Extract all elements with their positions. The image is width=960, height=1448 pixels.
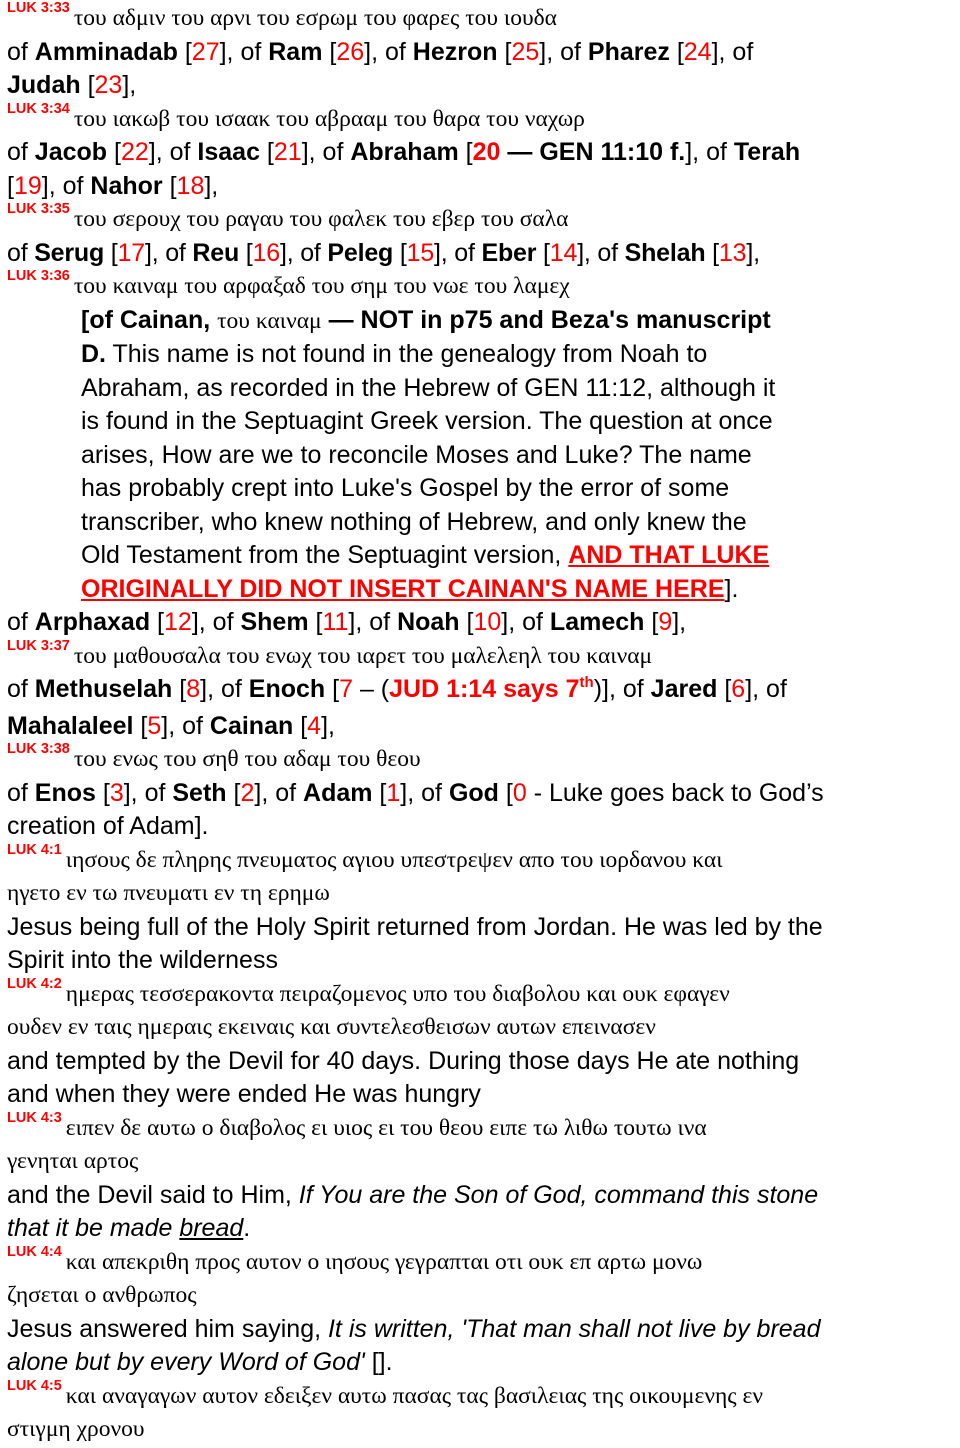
text-run: [ (308, 608, 323, 636)
text-run: [ (107, 138, 121, 166)
text-run: [ (162, 171, 177, 200)
text-run: 5 (147, 711, 162, 740)
text-run: ], of (148, 138, 198, 166)
text-run: [ (172, 675, 187, 703)
text-run: th (579, 674, 594, 691)
text-run: 24 (683, 37, 712, 66)
text-run: [ (150, 608, 165, 636)
text-run: [ (497, 37, 512, 66)
text-run: [ (717, 675, 732, 703)
greek-text: ουδεν εν ταις ημεραις εκειναις και συντελεσθεισων αυτων επεινασεν (7, 1014, 656, 1040)
text-run: 19 (13, 171, 42, 200)
note-line: has probably crept into Luke's Gospel by the error of some (81, 474, 730, 502)
text-run: ], of (745, 675, 787, 703)
text-run: 16 (252, 238, 280, 267)
text-run: Seth (172, 778, 227, 807)
text-run: 6 (731, 675, 746, 703)
text-run: [ (133, 711, 148, 740)
text-run: If You are the Son of God, command this stone (298, 1180, 819, 1209)
text-run: ], of (711, 37, 754, 66)
text-run: Jacob (34, 138, 108, 166)
text-run: Amminadab (34, 37, 178, 66)
text-run: [ (104, 238, 118, 267)
text-run: ], of (279, 238, 328, 267)
text-run: ], of (219, 37, 269, 66)
greek-text: του ενως του σηθ του αδαμ του θεου (73, 746, 421, 772)
text-run: This name is not found in the genealogy from Noah to (112, 340, 708, 368)
text-run: Pharez (587, 37, 670, 66)
text-run: Hezron (412, 37, 498, 66)
text-run: . (243, 1214, 251, 1242)
english-line (7, 136, 955, 170)
verse-luk-3-35-greek-row (7, 203, 955, 237)
text-run: 3 (109, 778, 124, 807)
text-run: and the Devil said to Him, (7, 1180, 299, 1209)
verse-reference: LUK 4:5 (7, 1377, 62, 1394)
greek-text: του ιακωβ του ισαακ του αβρααμ του θαρα του ναχωρ (73, 105, 585, 132)
text-run: ], (672, 608, 687, 636)
text-run: 17 (117, 238, 145, 267)
verse-reference: LUK 4:2 (7, 975, 62, 992)
verse-luk-4-1-greek-row (7, 841, 955, 878)
text-run: []. (364, 1348, 393, 1376)
greek-text: ειπεν δε αυτω ο διαβολος ει υιος ει του θεου ειπε τω λιθω τουτω ινα (65, 1114, 707, 1141)
text-run: [ (393, 238, 407, 267)
text-run: [ (259, 138, 274, 166)
text-run: ], (204, 171, 219, 200)
text-run: 23 (94, 71, 123, 99)
verse-luk-3-38-greek-row (7, 743, 955, 777)
greek-text: του σερουχ του ραγαυ του φαλεκ του εβερ του σαλα (73, 206, 569, 232)
text-run: 0 (512, 778, 527, 807)
text-run: It is written, 'That man shall not live by bread (327, 1314, 821, 1343)
text-run: 25 (511, 37, 540, 66)
english-line (7, 1212, 955, 1246)
text-run: ], of (685, 138, 734, 166)
text-run: alone but by every Word of God' (7, 1348, 365, 1376)
text-run: 11 (322, 608, 349, 636)
verse-reference: LUK 4:4 (7, 1243, 62, 1260)
text-run: ], of (348, 608, 398, 636)
text-run: Shem (240, 608, 309, 636)
text-run: Adam (303, 778, 373, 807)
english-line (7, 1346, 955, 1380)
note-greek: του καιναμ (217, 307, 322, 334)
text-run: Jared (650, 675, 718, 703)
text-run: )], of (593, 675, 651, 703)
text-run: [ (177, 37, 192, 66)
note-line (81, 338, 955, 372)
text-run: [ (226, 778, 241, 807)
text-run: Jesus answered him saying, (7, 1314, 328, 1343)
text-run: ], of (161, 711, 210, 740)
text-run: 7 (339, 675, 353, 703)
verse-luk-3-36-greek-row (7, 270, 955, 304)
text-run: 10 (473, 608, 502, 636)
text-run: Reu (192, 238, 240, 267)
greek-text: ζησεται ο ανθρωπος (7, 1282, 197, 1308)
text-run: — NOT in p75 and Beza's manuscript (321, 305, 771, 334)
text-run: 14 (549, 238, 578, 267)
verse-luk-3-33-greek-row (7, 2, 955, 36)
text-run: ], of (364, 37, 413, 66)
text-run: [ (322, 37, 337, 66)
text-run: of (7, 675, 35, 703)
verse-reference: LUK 3:34 (7, 100, 70, 117)
text-run: [ (372, 778, 387, 807)
verse-luk-3-37-greek-row (7, 637, 955, 674)
text-run: ], of (539, 37, 588, 66)
verse-reference: LUK 4:1 (7, 841, 62, 858)
text-run: ], of (191, 608, 241, 636)
verse-luk-4-5-greek-row (7, 1377, 955, 1414)
greek-text: και απεκριθη προς αυτον ο ιησους γεγραπται οτι ουκ επ αρτω μονω (65, 1248, 703, 1275)
text-run: Enos (34, 778, 96, 807)
text-run: Noah (397, 608, 460, 636)
text-run: Lamech (549, 608, 645, 636)
text-run: D. (81, 340, 106, 368)
note-line (81, 573, 955, 607)
english-line (7, 69, 955, 103)
greek-text: ιησους δε πληρης πνευματος αγιου υπεστρεψεν απο του ιορδανου και (65, 846, 723, 873)
note-line (81, 304, 955, 339)
text-run: – ( (353, 675, 390, 703)
emphasis-text: AND THAT LUKE (568, 541, 770, 569)
greek-text: του αδμιν του αρνι του εσρωμ του φαρες του ιουδα (73, 5, 557, 31)
text-run: [ (705, 238, 719, 267)
text-run: Terah (733, 138, 801, 166)
text-run: of (7, 238, 35, 267)
text-run: Cainan (209, 711, 294, 740)
note-line: transcriber, who knew nothing of Hebrew, and only knew the (81, 507, 747, 536)
text-run: [ (669, 37, 684, 66)
text-run: 13 (718, 238, 747, 267)
english-line (7, 170, 955, 204)
emphasis-text: ORIGINALLY DID NOT INSERT CAINAN'S NAME HERE (81, 574, 725, 603)
verse-reference: LUK 3:36 (7, 268, 70, 284)
text-run: [ (239, 238, 253, 267)
text-run: [ (458, 138, 473, 166)
text-run: ], of (254, 778, 304, 807)
verse-luk-4-4-greek-row (7, 1243, 955, 1280)
text-run: [ (536, 238, 550, 267)
english-line (7, 36, 955, 70)
text-run: 27 (191, 37, 220, 66)
note-line: arises, How are we to reconcile Moses and Luke? The name (81, 440, 752, 469)
text-run: ], of (301, 138, 351, 166)
verse-luk-4-2-greek-row (7, 975, 955, 1012)
text-run: 1 (386, 778, 401, 807)
text-run: 21 (273, 138, 302, 166)
text-run: 20 (472, 138, 501, 166)
text-run: 15 (406, 238, 435, 267)
greek-text: ηγετο εν τω πνευματι εν τη ερημω (7, 880, 330, 906)
text-run: ], of (41, 171, 91, 200)
verse-reference: LUK 3:35 (7, 201, 70, 217)
english-line (7, 710, 955, 744)
text-run: ], of (123, 778, 173, 807)
document-page (7, 2, 955, 1447)
text-run: Eber (481, 238, 537, 267)
note-line: is found in the Septuagint Greek version. The question at once (81, 407, 773, 435)
english-line (7, 673, 955, 710)
text-run: [ (325, 675, 340, 703)
english-line (7, 1179, 955, 1213)
text-run: Shelah (624, 238, 706, 267)
text-run: Abraham (350, 138, 459, 166)
text-run: 2 (240, 778, 255, 807)
text-run: Methuselah (34, 675, 173, 703)
verse-reference: LUK 3:37 (7, 637, 70, 654)
text-run: God (448, 778, 499, 807)
text-run: 4 (307, 711, 322, 740)
text-run: Arphaxad (34, 608, 151, 636)
greek-text: ημερας τεσσερακοντα πειραζομενος υπο του διαβολου και ουκ εφαγεν (65, 980, 730, 1007)
verse-luk-4-3-greek-row (7, 1109, 955, 1146)
english-line: and when they were ended He was hungry (7, 1080, 481, 1108)
text-run: Peleg (327, 238, 394, 267)
text-run: [ (498, 778, 513, 807)
text-run: ], of (434, 238, 482, 267)
greek-text: του μαθουσαλα του ενωχ του ιαρετ του μαλελεηλ του καιναμ (73, 642, 653, 669)
text-run: [ (459, 608, 474, 636)
text-run: [ (7, 171, 14, 200)
text-run: ], (122, 71, 137, 99)
text-run: of (7, 37, 35, 66)
text-run: Judah (7, 71, 81, 99)
text-run: 12 (164, 608, 192, 636)
text-run: JUD 1:14 says 7 (389, 675, 580, 703)
english-line: Jesus being full of the Holy Spirit returned from Jordan. He was led by the (7, 912, 823, 941)
text-run: of (7, 608, 35, 636)
english-line (7, 1313, 955, 1347)
text-run: Mahalaleel (7, 711, 134, 740)
text-run: of (7, 138, 35, 166)
text-run: Isaac (197, 138, 260, 166)
text-run: 26 (336, 37, 365, 66)
text-run: 8 (186, 675, 201, 703)
text-run: [of Cainan, (81, 305, 218, 334)
text-run: 9 (658, 608, 673, 636)
greek-text: στιγμη χρονου (7, 1416, 145, 1442)
text-run: Serug (34, 238, 105, 267)
text-run: that it be made (7, 1214, 180, 1242)
text-run: ], (321, 711, 335, 740)
text-run: [ (293, 711, 308, 740)
text-run: ], of (200, 675, 249, 703)
cainan-note (7, 304, 955, 607)
text-run: of (7, 778, 35, 807)
text-run: ], of (400, 778, 449, 807)
english-line: Spirit into the wilderness (7, 946, 278, 974)
text-run: Ram (268, 37, 323, 66)
text-run: ], (746, 238, 760, 267)
text-run: Enoch (248, 675, 326, 703)
text-run: ]. (724, 574, 739, 603)
note-line: Abraham, as recorded in the Hebrew of GEN 11:12, although it (81, 373, 776, 402)
verse-luk-3-34-greek-row (7, 100, 955, 137)
text-run: - Luke goes back to God’s (526, 778, 824, 807)
text-run: 18 (176, 171, 205, 200)
text-run: [ (644, 608, 659, 636)
greek-text: του καιναμ του αρφαξαδ του σημ του νωε του λαμεχ (73, 273, 570, 299)
text-run: ], of (144, 238, 193, 267)
english-line (7, 777, 955, 811)
text-run: Old Testament from the Septuagint version, (81, 541, 569, 569)
text-run: [ (95, 778, 110, 807)
text-run: bread (179, 1214, 244, 1242)
text-run: ], of (577, 238, 625, 267)
english-line: creation of Adam]. (7, 812, 209, 840)
verse-reference: LUK 3:33 (7, 0, 70, 16)
verse-reference: LUK 4:3 (7, 1109, 62, 1126)
greek-text: γενηται αρτος (7, 1148, 139, 1174)
text-run: — GEN 11:10 f. (500, 138, 686, 166)
text-run: 22 (120, 138, 149, 166)
text-run: Nahor (90, 171, 163, 200)
text-run: [ (80, 71, 95, 99)
english-line (7, 606, 955, 640)
note-line (81, 539, 955, 573)
text-run: ], of (501, 608, 550, 636)
english-line (7, 237, 955, 271)
greek-text: και αναγαγων αυτον εδειξεν αυτω πασας τας βασιλειας της οικουμενης εν (65, 1382, 763, 1409)
verse-reference: LUK 3:38 (7, 741, 70, 757)
english-line: and tempted by the Devil for 40 days. During those days He ate nothing (7, 1046, 800, 1075)
